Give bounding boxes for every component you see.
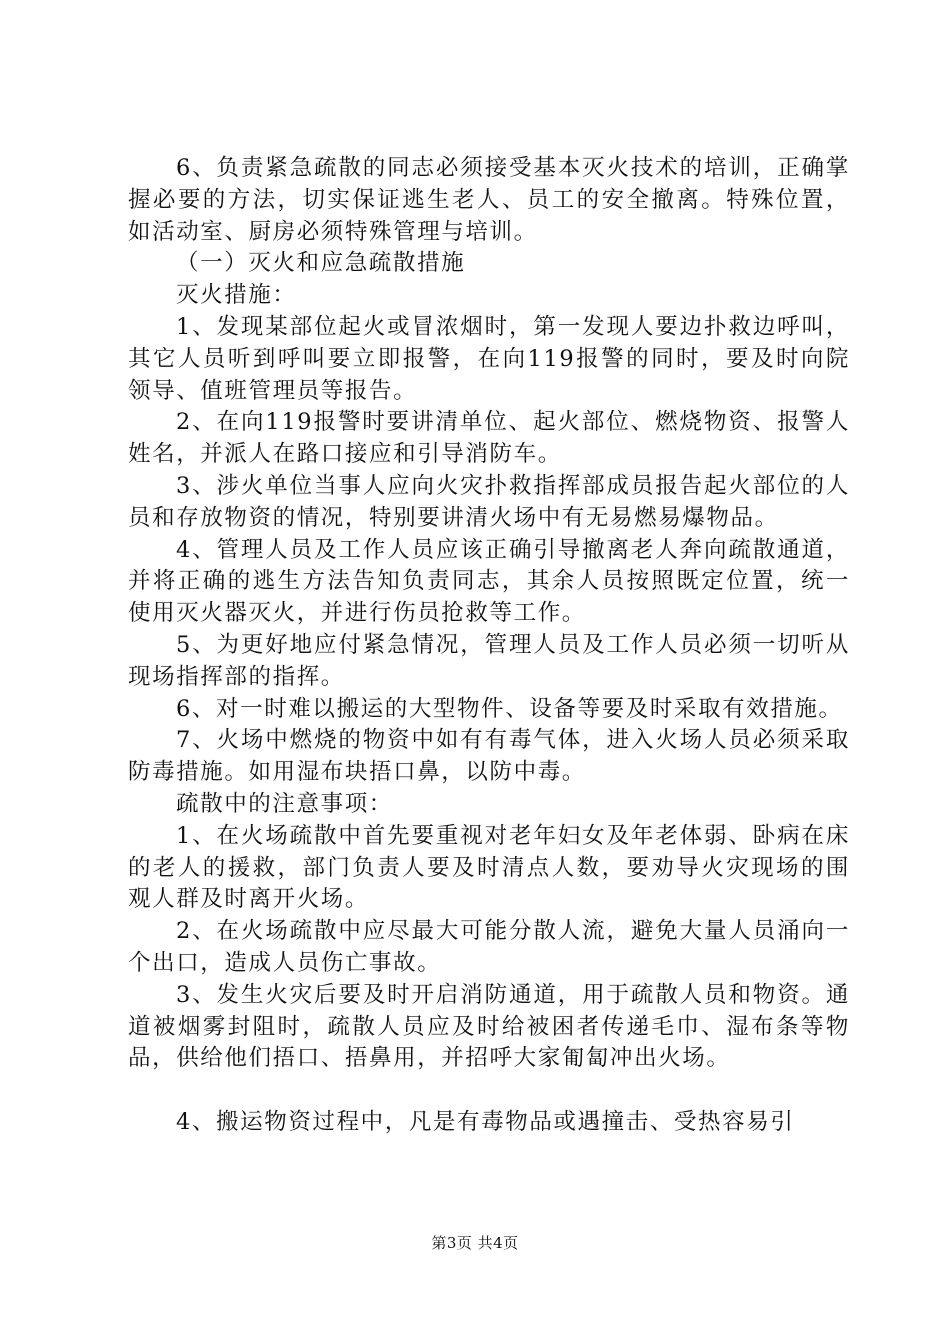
subheading-firefighting-measures: 灭火措施： bbox=[176, 282, 297, 309]
paragraph-measure-7: 7、火场中燃烧的物资中如有有毒气体，进入火场人员必须采取防毒措施。如用湿布块捂口鼻，以防中毒。 bbox=[128, 727, 850, 786]
subheading-evacuation-notes: 疏散中的注意事项： bbox=[176, 790, 393, 817]
paragraph-measure-4: 4、管理人员及工作人员应该正确引导撤离老人奔向疏散通道，并将正确的逃生方法告知负责同志，其余人员按照既定位置，统一使用灭火器灭火，并进行伤员抢救等工作。 bbox=[128, 536, 850, 627]
section-heading-firefighting-evacuation: （一）灭火和应急疏散措施 bbox=[176, 250, 466, 277]
paragraph-measure-2: 2、在向119报警时要讲清单位、起火部位、燃烧物资、报警人姓名，并派人在路口接应和引导消防车。 bbox=[128, 409, 850, 468]
paragraph-measure-6: 6、对一时难以搬运的大型物件、设备等要及时采取有效措施。 bbox=[176, 695, 843, 722]
paragraph-measure-3: 3、涉火单位当事人应向火灾扑救指挥部成员报告起火部位的人员和存放物资的情况，特别要讲清火场中有无易燃易爆物品。 bbox=[128, 472, 850, 531]
paragraph-measure-1: 1、发现某部位起火或冒浓烟时，第一发现人要边扑救边呼叫，其它人员听到呼叫要立即报警，在向119报警的同时，要及时向院领导、值班管理员等报告。 bbox=[128, 313, 850, 404]
page-footer: 第3页 共4页 bbox=[431, 1234, 519, 1252]
paragraph-item-6-training: 6、负责紧急疏散的同志必须接受基本灭火技术的培训，正确掌握必要的方法，切实保证逃生老人、员工的安全撤离。特殊位置，如活动室、厨房必须特殊管理与培训。 bbox=[128, 155, 850, 245]
document-body bbox=[128, 153, 850, 1139]
paragraph-note-1: 1、在火场疏散中首先要重视对老年妇女及年老体弱、卧病在床的老人的援救，部门负责人要及时清点人数，要劝导火灾现场的围观人群及时离开火场。 bbox=[128, 822, 850, 913]
paragraph-note-4: 4、搬运物资过程中，凡是有毒物品或遇撞击、受热容易引 bbox=[176, 1108, 795, 1135]
paragraph-note-2: 2、在火场疏散中应尽最大可能分散人流，避免大量人员涌向一个出口，造成人员伤亡事故。 bbox=[128, 918, 850, 976]
paragraph-measure-5: 5、为更好地应付紧急情况，管理人员及工作人员必须一切听从现场指挥部的指挥。 bbox=[128, 631, 850, 690]
paragraph-note-3: 3、发生火灾后要及时开启消防通道，用于疏散人员和物资。通道被烟雾封阻时，疏散人员应及时给被困者传递毛巾、湿布条等物品，供给他们捂口、捂鼻用，并招呼大家匍匐冲出火场。 bbox=[128, 981, 850, 1072]
